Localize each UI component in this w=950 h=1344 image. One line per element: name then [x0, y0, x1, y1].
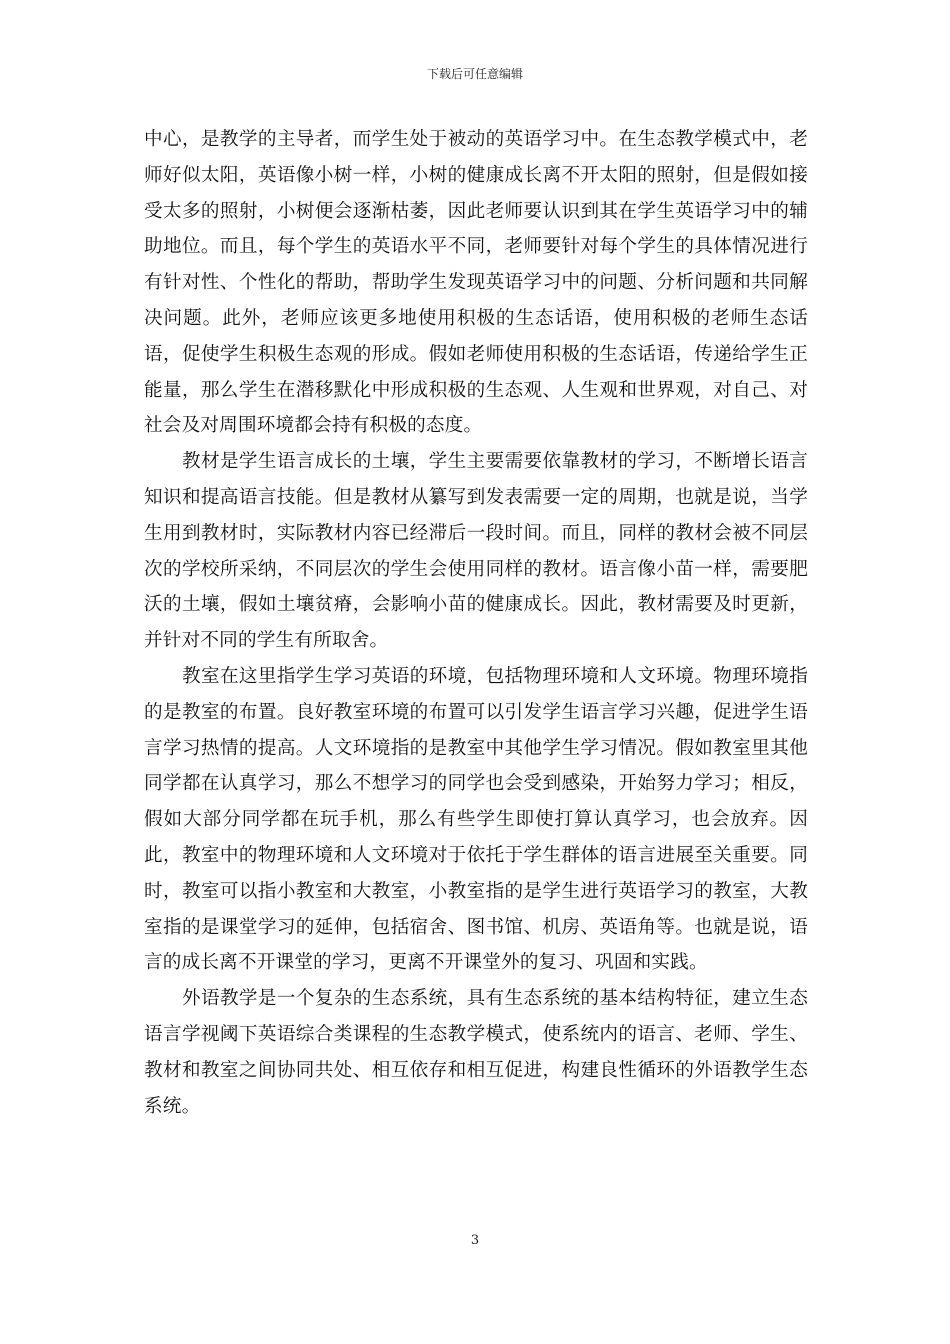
paragraph-classroom: 教室在这里指学生学习英语的环境，包括物理环境和人文环境。物理环境指的是教室的布置。良好教室环境的布置可以引发学生语言学习兴趣，促进学生语言学习热情的提高。人文环境指的是教室中其他学生学习情况。假如教室里其他同学都在认真学习，那么不想学习的同学也会受到感染，开始努力学习；相反，假如大部分同学都在玩手机，那么有些学生即使打算认真学习，也会放弃。因此，教室中的物理环境和人文环境对于依托于学生群体的语言进展至关重要。同时，教室可以指小教室和大教室，小教室指的是学生进行英语学习的教室，大教室指的是课堂学习的延伸，包括宿舍、图书馆、机房、英语角等。也就是说，语言的成长离不开课堂的学习，更离不开课堂外的复习、巩固和实践。	[144, 665, 808, 974]
page-header: 下载后可任意编辑	[426, 67, 523, 81]
paragraph-conclusion: 外语教学是一个复杂的生态系统，具有生态系统的基本结构特征，建立生态语言学视阈下英语综合类课程的生态教学模式，使系统内的语言、老师、学生、教材和教室之间协同共处、相互依存和相互促进，构建良性循环的外语教学生态系统。	[144, 988, 808, 1117]
page-number: 3	[470, 1233, 480, 1248]
paragraph-textbook: 教材是学生语言成长的土壤，学生主要需要依靠教材的学习，不断增长语言知识和提高语言技能。但是教材从纂写到发表需要一定的周期，也就是说，当学生用到教材时，实际教材内容已经滞后一段时间。而且，同样的教材会被不同层次的学校所采纳，不同层次的学生会使用同样的教材。语言像小苗一样，需要肥沃的土壤，假如土壤贫瘠，会影响小苗的健康成长。因此，教材需要及时更新，并针对不同的学生有所取舍。	[144, 451, 808, 652]
paragraph-teacher-role: 中心，是教学的主导者，而学生处于被动的英语学习中。在生态教学模式中，老师好似太阳，英语像小树一样，小树的健康成长离不开太阳的照射，但是假如接受太多的照射，小树便会逐渐枯萎，因此老师要认识到其在学生英语学习中的辅助地位。而且，每个学生的英语水平不同，老师要针对每个学生的具体情况进行有针对性、个性化的帮助，帮助学生发现英语学习中的问题、分析问题和共同解决问题。此外，老师应该更多地使用积极的生态话语，使用积极的老师生态话语，促使学生积极生态观的形成。假如老师使用积极的生态话语，传递给学生正能量，那么学生在潜移默化中形成积极的生态观、人生观和世界观，对自己、对社会及对周围环境都会持有积极的态度。	[144, 129, 808, 437]
document-body	[144, 122, 808, 1124]
